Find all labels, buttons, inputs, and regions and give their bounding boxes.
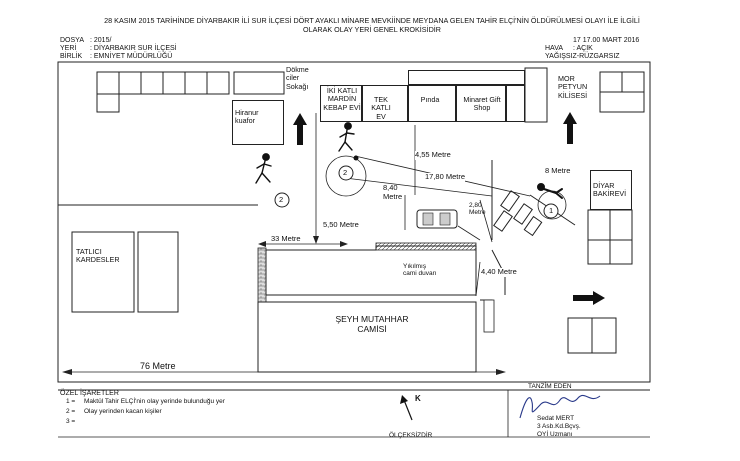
- legend-item-1-text: Maktül Tahir ELÇİ'nin olay yerinde bulunduğu yer: [84, 398, 225, 405]
- marker-1-label: 1: [549, 206, 554, 215]
- mosque-courtyard-outline: [266, 246, 476, 295]
- pinda-label: Pında: [420, 95, 440, 104]
- legend-title: ÖZEL İŞARETLER: [60, 390, 119, 397]
- measure-1780: 17,80 Metre: [425, 172, 466, 181]
- date-value: 17 17.00 MART 2016: [573, 37, 640, 44]
- legend-item-1-key: 1 =: [66, 398, 76, 405]
- tatlici-rear: [138, 232, 178, 312]
- title-line-1: 28 KASIM 2015 TARİHİNDE DİYARBAKIR İLİ SUR İLÇESİ DÖRT AYAKLI MİNARE MEVKİİNDE MEYDANA GELEN TAHİR ELÇİ'NİN ÖLDÜRÜLMESİ OLAYI İLE İLGİLİ: [104, 16, 640, 25]
- hava-label: HAVA: [545, 45, 564, 52]
- yeri-label: YERİ: [60, 45, 77, 52]
- hava-value: : AÇIK: [573, 45, 593, 52]
- measure-550: 5,50 Metre: [323, 220, 359, 229]
- seyh-label: ŞEYH MUTAHHAR CAMİSİ: [335, 314, 409, 334]
- yeri-value: : DİYARBAKIR SUR İLÇESİ: [90, 45, 177, 52]
- yagis-value: YAĞIŞSIZ-RÜZGARSIZ: [545, 53, 620, 60]
- iki-katli-label: İKİ KATLI MARDİN KEBAP EVİ: [323, 86, 361, 112]
- yikilmis-label: Yıkılmış cami duvarı: [403, 263, 437, 278]
- large-direction-arrows: [293, 112, 605, 305]
- dosya-label: DOSYA: [60, 37, 84, 44]
- dosya-value: : 2015/: [90, 37, 112, 44]
- mosque-wall-brick: [258, 248, 266, 304]
- dokmeciler-label: Dökme ciler Sokağı: [286, 65, 309, 91]
- right-side-buildings: [568, 210, 632, 353]
- mosque-side-block: [484, 300, 494, 332]
- building-iki-katli: [320, 85, 362, 122]
- measure-8: 8 Metre: [545, 166, 571, 175]
- measure-440: 4,40 Metre: [481, 267, 517, 276]
- author-name: Sedat MERT: [537, 415, 575, 422]
- measure-33: 33 Metre: [271, 234, 301, 243]
- author-role: OYİ Uzmanı: [537, 431, 573, 438]
- north-arrow: [400, 395, 412, 420]
- author-rank: 3 Asb.Kd.Bçvş.: [537, 423, 581, 430]
- fleeing-person-figure-a: [256, 154, 271, 183]
- birlik-value: : EMNİYET MÜDÜRLÜĞÜ: [90, 53, 173, 60]
- building-pinda: [408, 85, 456, 122]
- car-icon: [417, 210, 457, 228]
- minaret-label: Minaret Gift Shop: [463, 95, 501, 113]
- building-diyar: [590, 170, 632, 210]
- measure-455: 4,55 Metre: [415, 150, 451, 159]
- building-hiranur: [232, 100, 284, 145]
- tatlici-building: [72, 232, 134, 312]
- tatlici-label: TATLICI KARDESLER: [76, 247, 120, 265]
- building-extra: [506, 85, 525, 122]
- measure-840: 8,40 Metre: [383, 183, 403, 201]
- measure-280: 2,80 Metre: [469, 202, 486, 217]
- legend-item-3-key: 3 =: [66, 418, 76, 425]
- marker-2-label-a: 2: [343, 168, 348, 177]
- measure-76: 76 Metre: [140, 361, 176, 371]
- diyar-label: DİYAR BAKİREVİ: [593, 181, 627, 199]
- mosque-building: [258, 302, 476, 372]
- scale-label: ÖLÇEKSİZDİR: [389, 432, 433, 439]
- fleeing-person-figure-b: [339, 123, 354, 151]
- legend-item-2-key: 2 =: [66, 408, 76, 415]
- building-minaret: [456, 85, 506, 122]
- building-tek-katli: [362, 85, 408, 122]
- legend-item-2-text: Olay yerinden kacan kişiler: [84, 408, 162, 415]
- building-row-top: [408, 70, 525, 85]
- north-label: K: [415, 394, 421, 403]
- tanzim-label: TANZİM EDEN: [528, 383, 572, 390]
- marker-2-label-b: 2: [279, 195, 284, 204]
- birlik-label: BİRLİK: [60, 53, 83, 60]
- tek-katli-label: TEK KATLI EV: [371, 95, 391, 121]
- mor-petyun-label: MOR PETYUN KİLİSESİ: [558, 74, 588, 100]
- hiranur-label: Hiranur kuafor: [235, 108, 259, 126]
- title-line-2: OLARAK OLAY YERİ GENEL KROKİSİDİR: [303, 25, 441, 34]
